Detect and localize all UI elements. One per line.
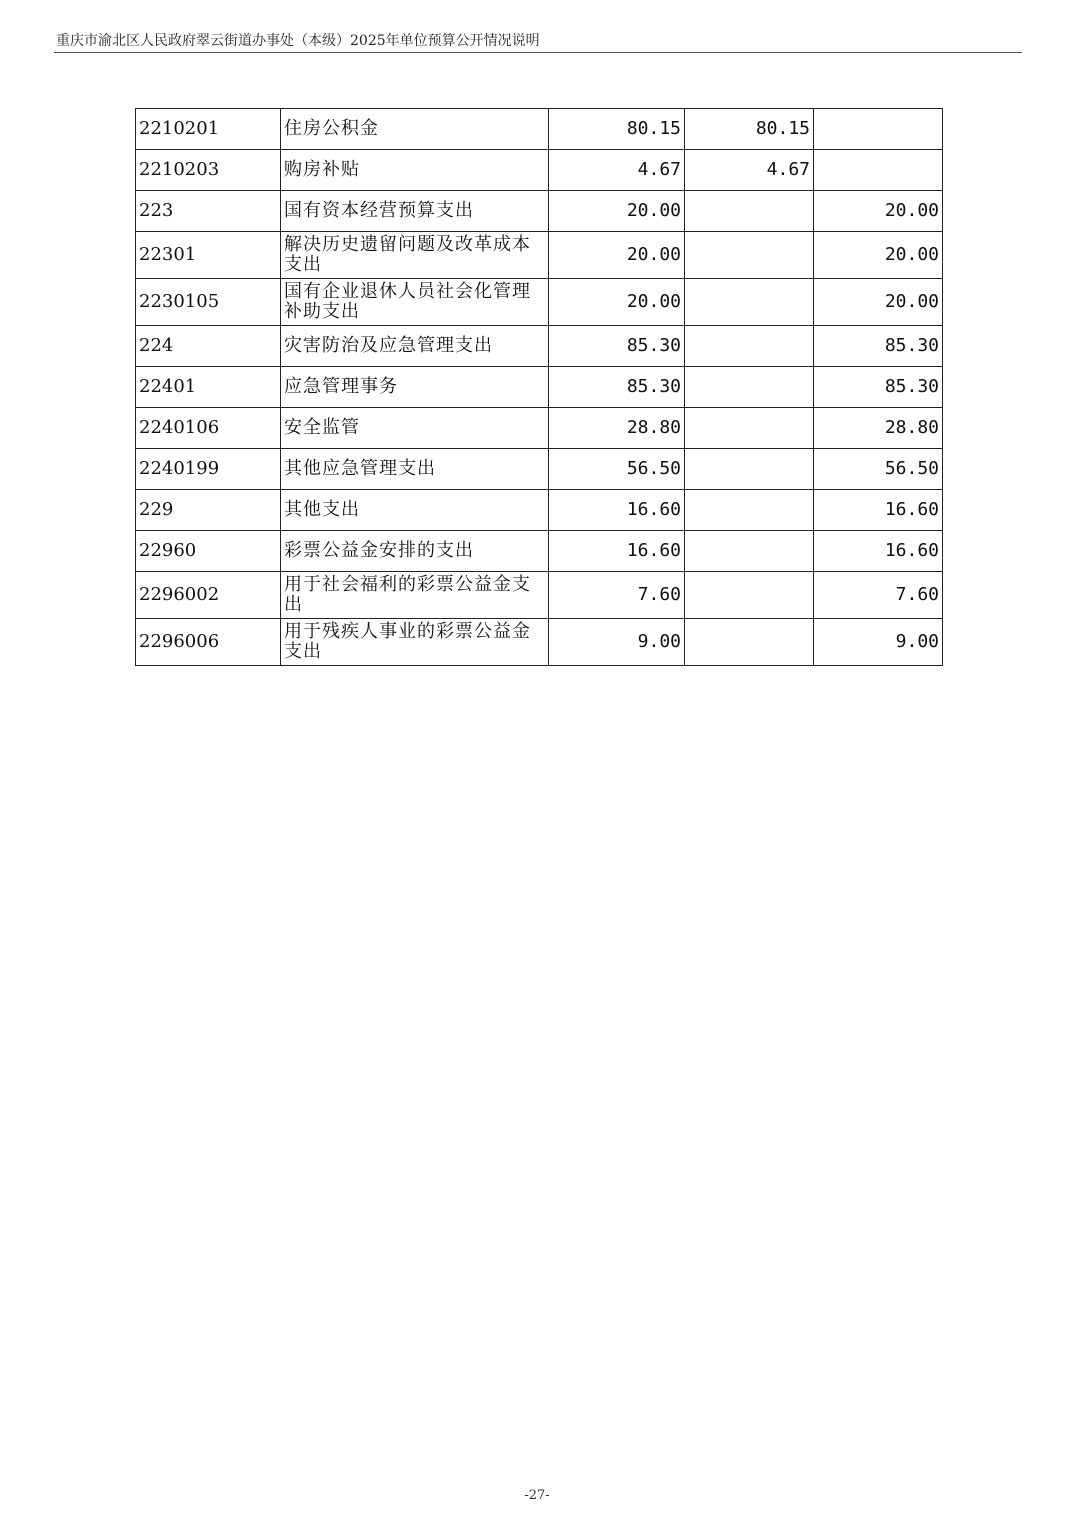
- budget-table: [135, 108, 943, 666]
- total-amount: 9.00: [549, 619, 685, 666]
- basic-amount: [685, 232, 814, 279]
- subject-name: 应急管理事务: [281, 367, 549, 408]
- project-amount: 85.30: [814, 326, 943, 367]
- table-row: [136, 150, 943, 191]
- table-row: [136, 572, 943, 619]
- subject-code: 2240106: [136, 408, 281, 449]
- project-amount: [814, 109, 943, 150]
- project-amount: 85.30: [814, 367, 943, 408]
- basic-amount: 4.67: [685, 150, 814, 191]
- project-amount: 20.00: [814, 232, 943, 279]
- subject-name: 国有企业退休人员社会化管理补助支出: [281, 279, 549, 326]
- page-number: -27-: [524, 1488, 550, 1503]
- total-amount: 20.00: [549, 279, 685, 326]
- basic-amount: [685, 572, 814, 619]
- total-amount: 16.60: [549, 490, 685, 531]
- total-amount: 16.60: [549, 531, 685, 572]
- subject-name: 国有资本经营预算支出: [281, 191, 549, 232]
- basic-amount: [685, 279, 814, 326]
- subject-code: 2240199: [136, 449, 281, 490]
- subject-name: 解决历史遗留问题及改革成本支出: [281, 232, 549, 279]
- basic-amount: [685, 367, 814, 408]
- total-amount: 85.30: [549, 367, 685, 408]
- subject-name: 彩票公益金安排的支出: [281, 531, 549, 572]
- page-header-title: 重庆市渝北区人民政府翠云街道办事处（本级）2025年单位预算公开情况说明: [56, 33, 540, 49]
- table-row: [136, 367, 943, 408]
- project-amount: 28.80: [814, 408, 943, 449]
- subject-name: 住房公积金: [281, 109, 549, 150]
- subject-code: 22960: [136, 531, 281, 572]
- project-amount: 20.00: [814, 279, 943, 326]
- subject-name: 其他支出: [281, 490, 549, 531]
- table-row: [136, 408, 943, 449]
- subject-code: 2296002: [136, 572, 281, 619]
- basic-amount: 80.15: [685, 109, 814, 150]
- total-amount: 85.30: [549, 326, 685, 367]
- table-row: [136, 232, 943, 279]
- basic-amount: [685, 490, 814, 531]
- project-amount: [814, 150, 943, 191]
- table-row: [136, 191, 943, 232]
- subject-code: 22401: [136, 367, 281, 408]
- table-row: [136, 490, 943, 531]
- subject-code: 223: [136, 191, 281, 232]
- basic-amount: [685, 619, 814, 666]
- total-amount: 4.67: [549, 150, 685, 191]
- subject-name: 灾害防治及应急管理支出: [281, 326, 549, 367]
- subject-name: 用于残疾人事业的彩票公益金支出: [281, 619, 549, 666]
- table-row: [136, 109, 943, 150]
- subject-code: 22301: [136, 232, 281, 279]
- project-amount: 20.00: [814, 191, 943, 232]
- subject-name: 用于社会福利的彩票公益金支出: [281, 572, 549, 619]
- total-amount: 20.00: [549, 191, 685, 232]
- table-row: [136, 326, 943, 367]
- subject-code: 229: [136, 490, 281, 531]
- total-amount: 56.50: [549, 449, 685, 490]
- project-amount: 7.60: [814, 572, 943, 619]
- subject-name: 安全监管: [281, 408, 549, 449]
- total-amount: 7.60: [549, 572, 685, 619]
- table-row: [136, 279, 943, 326]
- table-row: [136, 531, 943, 572]
- project-amount: 9.00: [814, 619, 943, 666]
- subject-code: 2210203: [136, 150, 281, 191]
- table-row: [136, 619, 943, 666]
- header-divider: [54, 52, 1022, 53]
- project-amount: 16.60: [814, 490, 943, 531]
- basic-amount: [685, 408, 814, 449]
- basic-amount: [685, 449, 814, 490]
- table-row: [136, 449, 943, 490]
- project-amount: 16.60: [814, 531, 943, 572]
- total-amount: 28.80: [549, 408, 685, 449]
- basic-amount: [685, 191, 814, 232]
- subject-code: 224: [136, 326, 281, 367]
- subject-code: 2296006: [136, 619, 281, 666]
- subject-name: 购房补贴: [281, 150, 549, 191]
- project-amount: 56.50: [814, 449, 943, 490]
- subject-name: 其他应急管理支出: [281, 449, 549, 490]
- total-amount: 80.15: [549, 109, 685, 150]
- basic-amount: [685, 326, 814, 367]
- subject-code: 2210201: [136, 109, 281, 150]
- total-amount: 20.00: [549, 232, 685, 279]
- subject-code: 2230105: [136, 279, 281, 326]
- basic-amount: [685, 531, 814, 572]
